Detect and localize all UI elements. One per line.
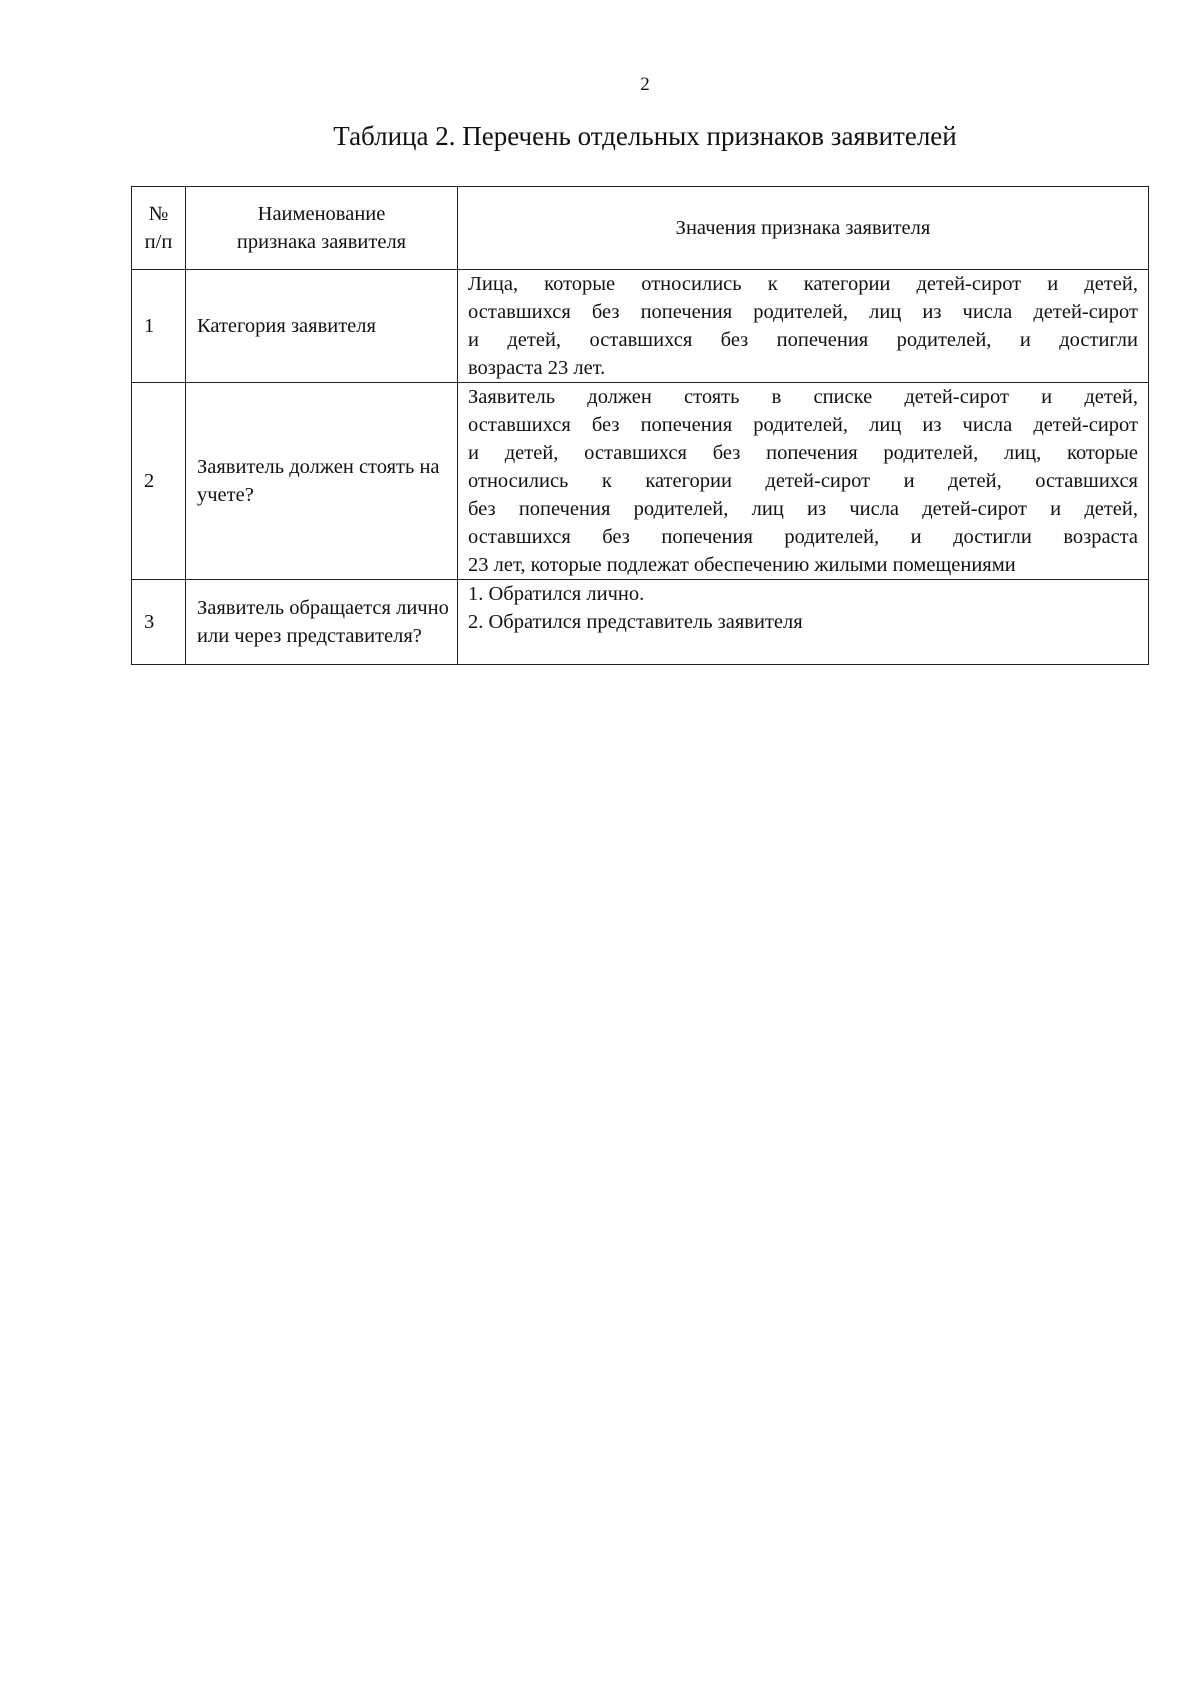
- row-number: 1: [132, 270, 186, 383]
- header-number: № п/п: [132, 187, 186, 270]
- row-number: 3: [132, 580, 186, 665]
- value-line: оставшихся без попечения родителей, и достигли возраста: [468, 526, 1138, 548]
- value-line: оставшихся без попечения родителей, лиц из числа детей-сирот: [468, 414, 1138, 436]
- attribute-name: Заявитель обращается лично или через представителя?: [186, 580, 458, 665]
- row-number: 2: [132, 383, 186, 580]
- value-line: и детей, оставшихся без попечения родителей, лиц, которые: [468, 442, 1138, 464]
- attribute-values: [458, 383, 1149, 580]
- table-title: Таблица 2. Перечень отдельных признаков заявителей: [333, 121, 957, 151]
- header-attribute-values: Значения признака заявителя: [458, 187, 1149, 270]
- table-header-row: [132, 187, 1149, 270]
- attribute-values: [458, 580, 1149, 665]
- value-line: без попечения родителей, лиц из числа детей-сирот и детей,: [468, 498, 1138, 520]
- value-line: и детей, оставшихся без попечения родителей, и достигли: [468, 329, 1138, 351]
- page-number: 2: [640, 74, 650, 95]
- value-line: возраста 23 лет.: [468, 357, 606, 379]
- attribute-values: [458, 270, 1149, 383]
- value-item: 1. Обратился лично.: [468, 583, 645, 605]
- table-row: [132, 383, 1149, 580]
- value-line: относились к категории детей-сирот и детей, оставшихся: [468, 470, 1138, 492]
- value-line: 23 лет, которые подлежат обеспечению жилыми помещениями: [468, 554, 1016, 576]
- table-row: [132, 270, 1149, 383]
- value-line: оставшихся без попечения родителей, лиц из числа детей-сирот: [468, 301, 1138, 323]
- attribute-name: Заявитель должен стоять на учете?: [186, 383, 458, 580]
- value-line: Заявитель должен стоять в списке детей-сирот и детей,: [468, 386, 1138, 408]
- applicant-attributes-table: [131, 186, 1149, 665]
- value-item: 2. Обратился представитель заявителя: [468, 611, 803, 633]
- attribute-name: Категория заявителя: [186, 270, 458, 383]
- table-row: [132, 580, 1149, 665]
- header-attribute-name: Наименование признака заявителя: [186, 187, 458, 270]
- value-line: Лица, которые относились к категории детей-сирот и детей,: [468, 273, 1138, 295]
